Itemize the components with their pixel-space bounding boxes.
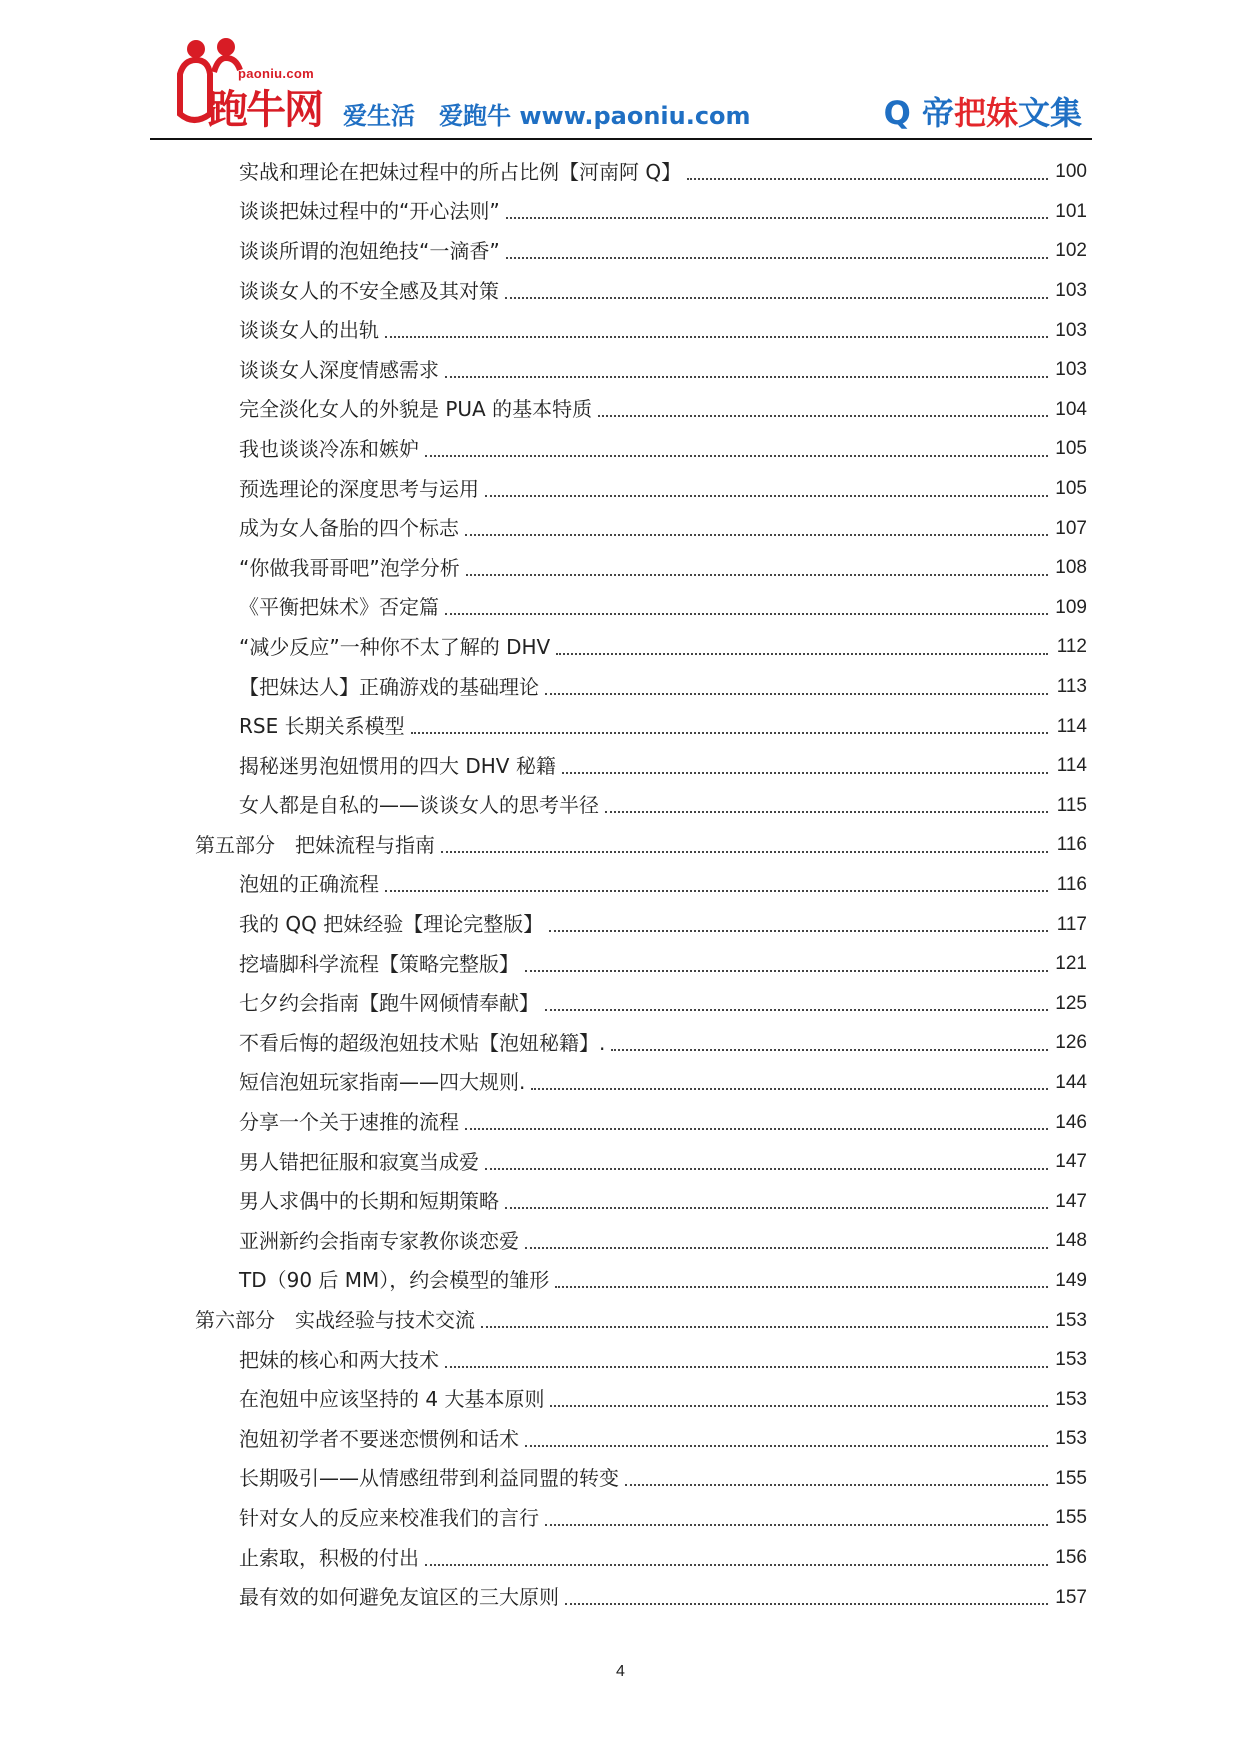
toc-entry-title: 成为女人备胎的四个标志 — [239, 516, 459, 541]
toc-entry-title: 针对女人的反应来校准我们的言行 — [239, 1505, 539, 1530]
toc-entry-title: “你做我哥哥吧”泡学分析 — [239, 555, 460, 580]
collection-title — [884, 88, 1082, 134]
toc-entry-page: 112 — [1056, 636, 1087, 658]
toc-entry-page: 147 — [1055, 1151, 1087, 1173]
toc-entry-title: 男人错把征服和寂寞当成爱 — [239, 1149, 479, 1174]
toc-leader-dots — [525, 1445, 1048, 1447]
toc-entry-title: 实战和理论在把妹过程中的所占比例【河南阿 Q】 — [239, 159, 682, 184]
toc-entry-page: 156 — [1055, 1547, 1087, 1569]
toc-entry-page: 146 — [1055, 1111, 1087, 1133]
logo-text: 跑牛网 — [208, 87, 322, 133]
toc-entry-title: 第五部分 把妹流程与指南 — [195, 832, 435, 857]
toc-leader-dots — [687, 178, 1048, 180]
toc-entry[interactable] — [195, 1181, 1087, 1221]
toc-leader-dots — [481, 1326, 1048, 1328]
toc-entry[interactable] — [195, 904, 1087, 944]
toc-entry[interactable] — [195, 1379, 1087, 1419]
toc-entry[interactable] — [195, 944, 1087, 984]
toc-entry-page: 148 — [1055, 1230, 1087, 1252]
toc-entry[interactable] — [195, 1261, 1087, 1301]
toc-entry-title: 女人都是自私的——谈谈女人的思考半径 — [239, 793, 599, 818]
toc-entry[interactable] — [195, 508, 1087, 548]
toc-entry-page: 103 — [1055, 359, 1087, 381]
toc-entry-title: 男人求偶中的长期和短期策略 — [239, 1189, 499, 1214]
slogan-part2: 爱跑牛 www.paoniu.com — [439, 102, 751, 130]
toc-leader-dots — [565, 1603, 1048, 1605]
toc-entry-page: 121 — [1055, 953, 1087, 975]
paoniu-logo — [170, 34, 330, 133]
toc-entry-title: 谈谈女人的出轨 — [239, 318, 379, 343]
toc-leader-dots — [556, 653, 1048, 655]
toc-section-heading[interactable] — [195, 825, 1087, 865]
toc-leader-dots — [545, 1524, 1048, 1526]
slogan — [343, 96, 751, 131]
toc-entry-title: TD（90 后 MM），约会模型的雏形 — [239, 1268, 550, 1293]
toc-entry-page: 103 — [1055, 319, 1087, 341]
toc-entry-title: “减少反应”一种你不太了解的 DHV — [239, 634, 551, 659]
toc-entry[interactable] — [195, 548, 1087, 588]
toc-entry-title: 我也谈谈冷冻和嫉妒 — [239, 436, 419, 461]
toc-leader-dots — [550, 1405, 1048, 1407]
toc-entry-page: 144 — [1055, 1071, 1087, 1093]
toc-entry[interactable] — [195, 1498, 1087, 1538]
toc-entry[interactable] — [195, 1142, 1087, 1182]
toc-entry-title: 【把妹达人】正确游戏的基础理论 — [239, 674, 539, 699]
toc-leader-dots — [445, 376, 1048, 378]
toc-entry-page: 100 — [1055, 161, 1087, 183]
toc-entry-page: 109 — [1055, 596, 1087, 618]
toc-entry[interactable] — [195, 706, 1087, 746]
toc-leader-dots — [466, 574, 1048, 576]
toc-leader-dots — [625, 1484, 1048, 1486]
toc-entry-page: 153 — [1055, 1388, 1087, 1410]
toc-entry-title: 谈谈女人深度情感需求 — [239, 357, 439, 382]
toc-entry[interactable] — [195, 1340, 1087, 1380]
toc-entry-title: 谈谈所谓的泡妞绝技“一滴香” — [239, 238, 500, 263]
toc-leader-dots — [425, 1564, 1048, 1566]
toc-entry[interactable] — [195, 1221, 1087, 1261]
toc-entry-page: 108 — [1055, 557, 1087, 579]
toc-section-heading[interactable] — [195, 1300, 1087, 1340]
toc-entry[interactable] — [195, 271, 1087, 311]
toc-entry[interactable] — [195, 1459, 1087, 1499]
toc-entry-title: 《平衡把妹术》否定篇 — [239, 595, 439, 620]
toc-entry[interactable] — [195, 152, 1087, 192]
toc-entry-page: 117 — [1056, 913, 1087, 935]
collection-suffix: 文集 — [1017, 94, 1082, 132]
toc-entry[interactable] — [195, 1577, 1087, 1617]
toc-entry-page: 114 — [1056, 755, 1087, 777]
collection-prefix: Q 帝 — [883, 94, 954, 132]
toc-entry-title: 分享一个关于速推的流程 — [239, 1110, 459, 1135]
toc-entry[interactable] — [195, 627, 1087, 667]
toc-leader-dots — [545, 693, 1048, 695]
toc-entry-page: 153 — [1055, 1309, 1087, 1331]
toc-entry-title: 挖墙脚科学流程【策略完整版】 — [239, 951, 519, 976]
toc-entry-title: 最有效的如何避免友谊区的三大原则 — [239, 1585, 559, 1610]
toc-entry[interactable] — [195, 1023, 1087, 1063]
toc-entry-page: 102 — [1055, 240, 1087, 262]
toc-entry-page: 155 — [1055, 1507, 1087, 1529]
toc-leader-dots — [505, 1207, 1048, 1209]
toc-entry-page: 105 — [1055, 478, 1087, 500]
toc-leader-dots — [425, 455, 1048, 457]
slogan-part1: 爱生活 — [343, 102, 415, 130]
toc-leader-dots — [465, 534, 1048, 536]
toc-entry-title: 止索取，积极的付出 — [239, 1545, 419, 1570]
toc-leader-dots — [555, 1286, 1048, 1288]
toc-entry[interactable] — [195, 1419, 1087, 1459]
toc-entry[interactable] — [195, 1102, 1087, 1142]
toc-leader-dots — [545, 1009, 1048, 1011]
toc-entry-title: 我的 QQ 把妹经验【理论完整版】 — [239, 912, 544, 937]
toc-entry[interactable] — [195, 588, 1087, 628]
toc-entry-title: 揭秘迷男泡妞惯用的四大 DHV 秘籍 — [239, 753, 556, 778]
table-of-contents — [195, 152, 1087, 1617]
toc-entry-title: 泡妞初学者不要迷恋惯例和话术 — [239, 1426, 519, 1451]
toc-entry-page: 116 — [1056, 873, 1087, 895]
toc-entry-page: 115 — [1056, 794, 1087, 816]
toc-entry[interactable] — [195, 469, 1087, 509]
toc-leader-dots — [385, 336, 1048, 338]
toc-entry[interactable] — [195, 786, 1087, 826]
toc-entry[interactable] — [195, 390, 1087, 430]
toc-entry-title: RSE 长期关系模型 — [239, 714, 405, 739]
toc-entry-page: 116 — [1056, 834, 1087, 856]
toc-entry-title: 谈谈把妹过程中的“开心法则” — [239, 199, 500, 224]
page-header — [150, 30, 1092, 140]
toc-leader-dots — [531, 1088, 1048, 1090]
toc-entry[interactable] — [195, 192, 1087, 232]
toc-entry-page: 114 — [1056, 715, 1087, 737]
page-number: 4 — [616, 1663, 625, 1680]
toc-entry-title: 把妹的核心和两大技术 — [239, 1347, 439, 1372]
toc-entry-page: 126 — [1055, 1032, 1087, 1054]
toc-entry-page: 101 — [1055, 200, 1087, 222]
toc-leader-dots — [505, 297, 1048, 299]
toc-entry[interactable] — [195, 310, 1087, 350]
toc-entry[interactable] — [195, 1063, 1087, 1103]
toc-entry-page: 125 — [1055, 992, 1087, 1014]
toc-entry-title: 七夕约会指南【跑牛网倾情奉献】 — [239, 991, 539, 1016]
toc-entry-page: 104 — [1055, 398, 1087, 420]
toc-entry[interactable] — [195, 865, 1087, 905]
logo-domain: paoniu.com — [238, 66, 314, 81]
toc-entry[interactable] — [195, 231, 1087, 271]
toc-entry-title: 谈谈女人的不安全感及其对策 — [239, 278, 499, 303]
toc-leader-dots — [506, 217, 1048, 219]
toc-entry-page: 157 — [1055, 1586, 1087, 1608]
toc-entry-title: 完全淡化女人的外貌是 PUA 的基本特质 — [239, 397, 593, 422]
toc-entry-title: 不看后悔的超级泡妞技术贴【泡妞秘籍】. — [239, 1030, 606, 1055]
toc-leader-dots — [506, 257, 1048, 259]
toc-entry[interactable] — [195, 429, 1087, 469]
toc-leader-dots — [549, 930, 1048, 932]
toc-leader-dots — [525, 970, 1048, 972]
collection-highlight: 把妹 — [953, 94, 1018, 132]
toc-entry[interactable] — [195, 746, 1087, 786]
toc-leader-dots — [598, 415, 1048, 417]
toc-leader-dots — [611, 1049, 1048, 1051]
toc-entry-page: 147 — [1055, 1190, 1087, 1212]
toc-entry[interactable] — [195, 983, 1087, 1023]
toc-entry-page: 149 — [1055, 1269, 1087, 1291]
toc-entry-title: 泡妞的正确流程 — [239, 872, 379, 897]
toc-entry-page: 153 — [1055, 1428, 1087, 1450]
toc-entry[interactable] — [195, 1538, 1087, 1578]
toc-leader-dots — [385, 890, 1048, 892]
toc-entry-title: 短信泡妞玩家指南——四大规则. — [239, 1070, 526, 1095]
toc-leader-dots — [441, 851, 1048, 853]
toc-leader-dots — [485, 1168, 1048, 1170]
toc-leader-dots — [525, 1247, 1048, 1249]
toc-leader-dots — [465, 1128, 1048, 1130]
toc-entry-page: 103 — [1055, 280, 1087, 302]
toc-entry-title: 在泡妞中应该坚持的 4 大基本原则 — [239, 1387, 545, 1412]
toc-entry-page: 105 — [1055, 438, 1087, 460]
toc-entry-title: 第六部分 实战经验与技术交流 — [195, 1308, 475, 1333]
toc-entry-page: 155 — [1055, 1467, 1087, 1489]
toc-entry-title: 预选理论的深度思考与运用 — [239, 476, 479, 501]
toc-entry-page: 107 — [1055, 517, 1087, 539]
toc-entry-page: 153 — [1055, 1349, 1087, 1371]
toc-entry[interactable] — [195, 350, 1087, 390]
toc-leader-dots — [445, 613, 1048, 615]
toc-leader-dots — [411, 732, 1048, 734]
toc-leader-dots — [605, 811, 1048, 813]
toc-leader-dots — [562, 772, 1048, 774]
toc-leader-dots — [485, 495, 1048, 497]
toc-entry-page: 113 — [1056, 676, 1087, 698]
toc-entry[interactable] — [195, 667, 1087, 707]
toc-entry-title: 长期吸引——从情感纽带到利益同盟的转变 — [239, 1466, 619, 1491]
toc-leader-dots — [445, 1366, 1048, 1368]
header-divider — [150, 138, 1092, 140]
toc-entry-title: 亚洲新约会指南专家教你谈恋爱 — [239, 1228, 519, 1253]
